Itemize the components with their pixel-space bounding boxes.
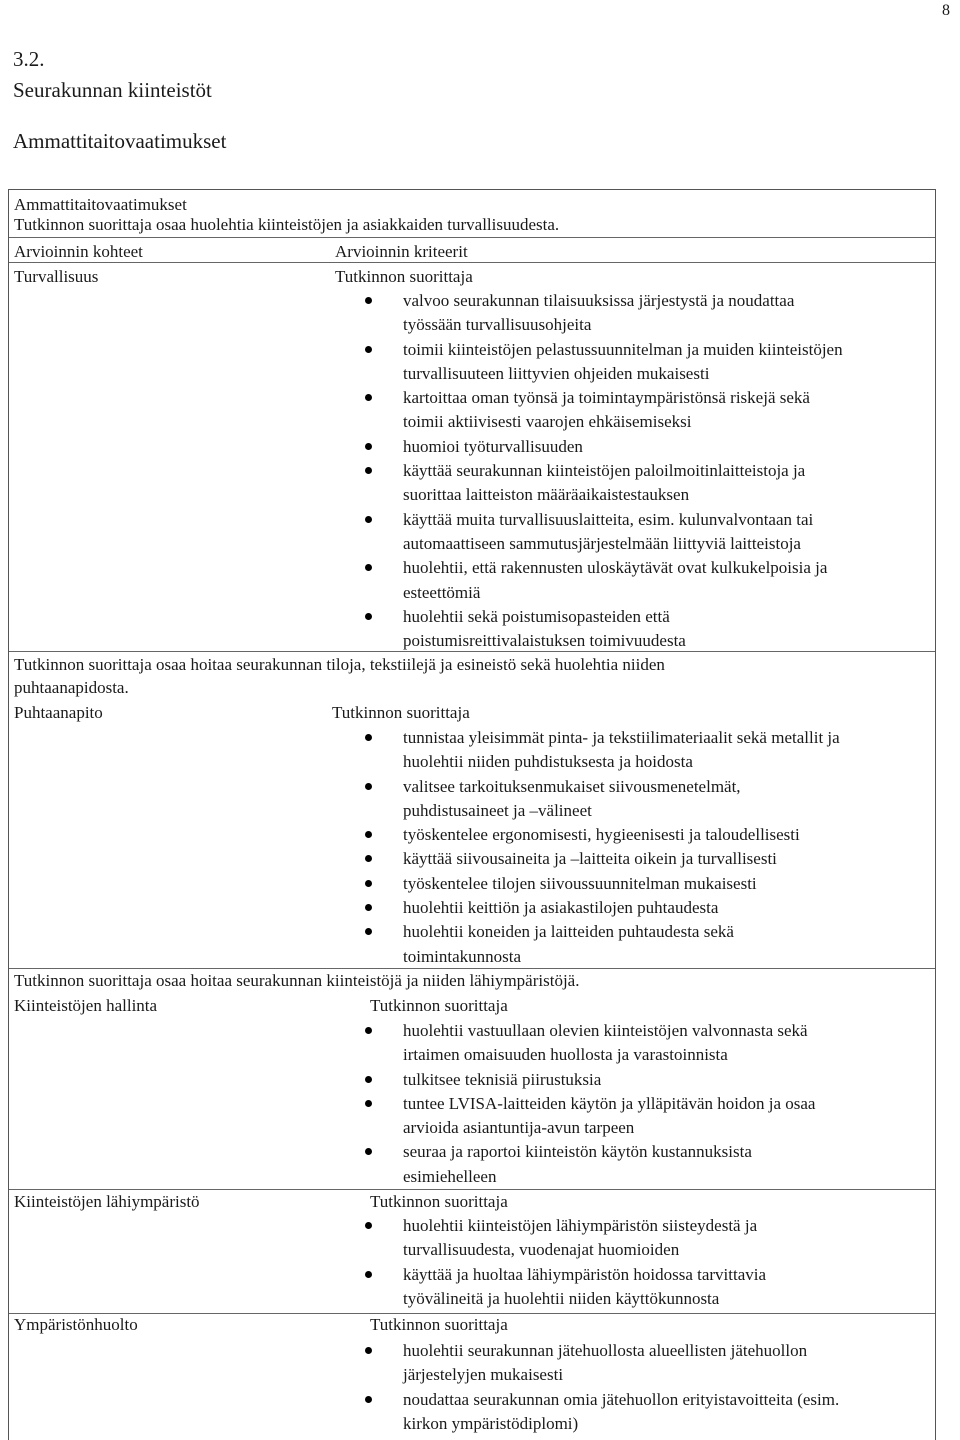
bullet-icon bbox=[365, 1148, 372, 1155]
assessment-target: Puhtaanapito bbox=[14, 703, 103, 722]
bullet-icon bbox=[365, 1076, 372, 1083]
bullet-icon bbox=[365, 564, 372, 571]
divider bbox=[9, 237, 935, 238]
criteria-item: käyttää muita turvallisuuslaitteita, esim. kulunvalvontaan tai automaattiseen sammutusjärjestelmään liittyviä laitteistoja bbox=[403, 508, 923, 557]
section-subtitle: Ammattitaitovaatimukset bbox=[13, 129, 227, 153]
criteria-list bbox=[403, 1339, 923, 1436]
criteria-item: huolehtii vastuullaan olevien kiinteistöjen valvonnasta sekä irtaimen omaisuuden huollosta ja varastoinnista bbox=[403, 1019, 923, 1068]
table-header-title: Ammattitaitovaatimukset bbox=[14, 195, 187, 214]
bullet-icon bbox=[365, 904, 372, 911]
section-requirement: Tutkinnon suorittaja osaa hoitaa seurakunnan kiinteistöjä ja niiden lähiympäristöjä. bbox=[14, 971, 580, 990]
criteria-item: valitsee tarkoituksenmukaiset siivousmenetelmät, puhdistusaineet ja –välineet bbox=[403, 775, 923, 824]
criteria-item: huolehtii, että rakennusten uloskäytävät ovat kulkukelpoisia ja esteettömiä bbox=[403, 556, 923, 605]
criteria-item: seuraa ja raportoi kiinteistön käytön kustannuksista esimiehelleen bbox=[403, 1140, 923, 1189]
bullet-icon bbox=[365, 1100, 372, 1107]
bullet-icon bbox=[365, 880, 372, 887]
divider bbox=[9, 651, 935, 652]
bullet-icon bbox=[365, 297, 372, 304]
bullet-icon bbox=[365, 1027, 372, 1034]
criteria-list bbox=[403, 289, 923, 653]
column-header-criteria: Arvioinnin kriteerit bbox=[335, 242, 468, 261]
criteria-lead: Tutkinnon suorittaja bbox=[335, 267, 473, 286]
bullet-icon bbox=[365, 613, 372, 620]
column-header-targets: Arvioinnin kohteet bbox=[14, 242, 143, 261]
bullet-icon bbox=[365, 467, 372, 474]
bullet-icon bbox=[365, 443, 372, 450]
criteria-item: toimii kiinteistöjen pelastussuunnitelman ja muiden kiinteistöjen turvallisuuteen liittyvien ohjeiden mukaisesti bbox=[403, 338, 923, 387]
criteria-item: työskentelee tilojen siivoussuunnitelman mukaisesti bbox=[403, 872, 923, 896]
bullet-icon bbox=[365, 855, 372, 862]
criteria-lead: Tutkinnon suorittaja bbox=[332, 703, 470, 722]
bullet-icon bbox=[365, 928, 372, 935]
assessment-target: Kiinteistöjen hallinta bbox=[14, 996, 158, 1015]
requirements-table bbox=[8, 189, 936, 1440]
section-requirement: Tutkinnon suorittaja osaa hoitaa seurakunnan tiloja, tekstiilejä ja esineistö sekä huolehtia niiden bbox=[14, 655, 665, 674]
assessment-target: Kiinteistöjen lähiympäristö bbox=[14, 1192, 200, 1211]
criteria-lead: Tutkinnon suorittaja bbox=[370, 1315, 508, 1334]
criteria-list bbox=[403, 1214, 923, 1311]
criteria-item: tunnistaa yleisimmät pinta- ja tekstiilimateriaalit sekä metallit ja huolehtii niiden puhdistuksesta ja hoidosta bbox=[403, 726, 923, 775]
bullet-icon bbox=[365, 831, 372, 838]
criteria-list bbox=[403, 726, 923, 969]
section-title: Seurakunnan kiinteistöt bbox=[13, 78, 212, 102]
divider bbox=[9, 262, 935, 263]
criteria-item: tuntee LVISA-laitteiden käytön ja ylläpitävän hoidon ja osaa arvioida asiantuntija-avun tarpeen bbox=[403, 1092, 923, 1141]
criteria-item: tulkitsee teknisiä piirustuksia bbox=[403, 1068, 923, 1092]
section-requirement-cont: puhtaanapidosta. bbox=[14, 678, 129, 697]
criteria-item: huolehtii kiinteistöjen lähiympäristön siisteydestä ja turvallisuudesta, vuodenajat huomioiden bbox=[403, 1214, 923, 1263]
bullet-icon bbox=[365, 1396, 372, 1403]
criteria-item: huolehtii sekä poistumisopasteiden että poistumisreittivalaistuksen toimivuudesta bbox=[403, 605, 923, 654]
criteria-lead: Tutkinnon suorittaja bbox=[370, 1192, 508, 1211]
criteria-lead: Tutkinnon suorittaja bbox=[370, 996, 508, 1015]
criteria-item: huolehtii koneiden ja laitteiden puhtaudesta sekä toimintakunnosta bbox=[403, 920, 923, 969]
criteria-item: työskentelee ergonomisesti, hygieenisesti ja taloudellisesti bbox=[403, 823, 923, 847]
criteria-item: käyttää ja huoltaa lähiympäristön hoidossa tarvittavia työvälineitä ja huolehtii niiden käyttökunnosta bbox=[403, 1263, 923, 1312]
bullet-icon bbox=[365, 1347, 372, 1354]
bullet-icon bbox=[365, 516, 372, 523]
criteria-item: huolehtii keittiön ja asiakastilojen puhtaudesta bbox=[403, 896, 923, 920]
criteria-item: valvoo seurakunnan tilaisuuksissa järjestystä ja noudattaa työssään turvallisuusohjeita bbox=[403, 289, 923, 338]
criteria-list bbox=[403, 1019, 923, 1189]
assessment-target: Ympäristönhuolto bbox=[14, 1315, 138, 1334]
page-number: 8 bbox=[942, 2, 950, 19]
section-number: 3.2. bbox=[13, 47, 45, 71]
bullet-icon bbox=[365, 783, 372, 790]
bullet-icon bbox=[365, 1271, 372, 1278]
criteria-item: huomioi työturvallisuuden bbox=[403, 435, 923, 459]
criteria-item: kartoittaa oman työnsä ja toimintaympäristönsä riskejä sekä toimii aktiivisesti vaarojen ehkäisemiseksi bbox=[403, 386, 923, 435]
criteria-item: käyttää siivousaineita ja –laitteita oikein ja turvallisesti bbox=[403, 847, 923, 871]
bullet-icon bbox=[365, 1222, 372, 1229]
bullet-icon bbox=[365, 394, 372, 401]
criteria-item: käyttää seurakunnan kiinteistöjen paloilmoitinlaitteistoja ja suorittaa laitteiston määräaikaistestauksen bbox=[403, 459, 923, 508]
criteria-item: huolehtii seurakunnan jätehuollosta alueellisten jätehuollon järjestelyjen mukaisesti bbox=[403, 1339, 923, 1388]
bullet-icon bbox=[365, 346, 372, 353]
bullet-icon bbox=[365, 734, 372, 741]
table-intro: Tutkinnon suorittaja osaa huolehtia kiinteistöjen ja asiakkaiden turvallisuudesta. bbox=[14, 215, 560, 234]
criteria-item: noudattaa seurakunnan omia jätehuollon erityistavoitteita (esim. kirkon ympäristödiplomi) bbox=[403, 1388, 923, 1437]
assessment-target: Turvallisuus bbox=[14, 267, 99, 286]
